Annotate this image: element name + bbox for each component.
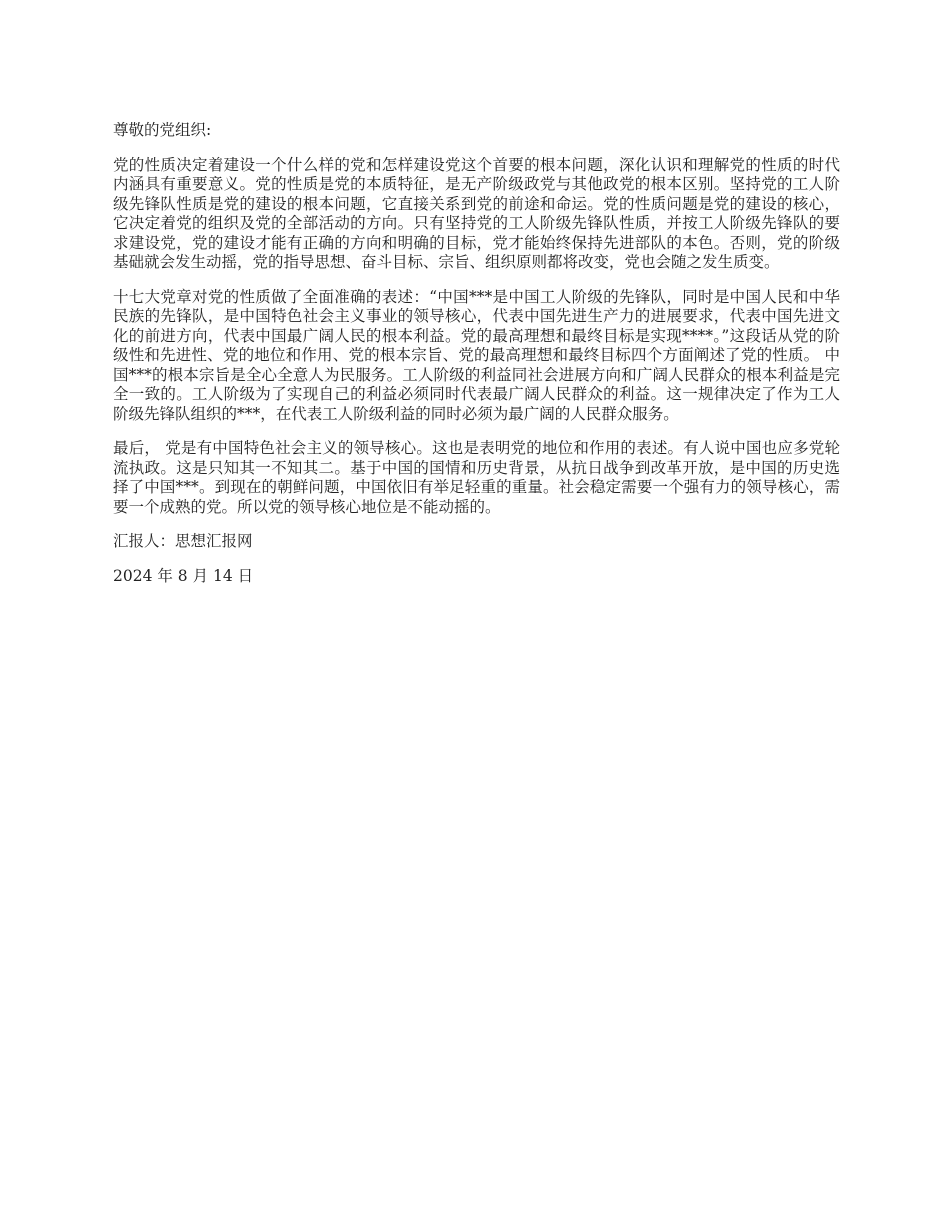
salutation: 尊敬的党组织: [113,121,212,139]
document-page [113,121,840,601]
reporter-signature: 汇报人：思想汇报网 [113,532,253,550]
body-paragraph-1: 党的性质决定着建设一个什么样的党和怎样建设党这个首要的根本问题，深化认识和理解党的性质的时代内涵具有重要意义。党的性质是党的本质特征，是无产阶级政党与其他政党的根本区别。坚持党的工人阶级先锋队性质是党的建设的根本问题，它直接关系到党的前途和命运。党的性质问题是党的建设的核心，它决定着党的组织及党的全部活动的方向。只有坚持党的工人阶级先锋队性质，并按工人阶级先锋队的要求建设党，党的建设才能有正确的方向和明确的目标，党才能始终保持先进部队的本色。否则，党的阶级基础就会发生动摇，党的指导思想、奋斗目标、宗旨、组织原则都将改变，党也会随之发生质变。 [113,155,840,271]
report-date: 2024 年 8 月 14 日 [113,566,254,585]
body-paragraph-2: 十七大党章对党的性质做了全面准确的表述：“中国***是中国工人阶级的先锋队，同时是中国人民和中华民族的先锋队，是中国特色社会主义事业的领导核心，代表中国先进生产力的进展要求，代表中国先进文化的前进方向，代表中国最广阔人民的根本利益。党的最高理想和最终目标是实现****。”这段话从党的阶级性和先进性、党的地位和作用、党的根本宗旨、党的最高理想和最终目标四个方面阐述了党的性质。 中国***的根本宗旨是全心全意人为民服务。工人阶级的利益同社会进展方向和广阔人民群众的根本利益是完全一致的。工人阶级为了实现自己的利益必须同时代表最广阔人民群众的利益。这一规律决定了作为工人阶级先锋队组织的***，在代表工人阶级利益的同时必须为最广阔的人民群众服务。 [113,287,840,423]
body-paragraph-3: 最后， 党是有中国特色社会主义的领导核心。这也是表明党的地位和作用的表述。有人说中国也应多党轮流执政。这是只知其一不知其二。基于中国的国情和历史背景，从抗日战争到改革开放，是中国的历史选择了中国***。到现在的朝鲜问题，中国依旧有举足轻重的重量。社会稳定需要一个强有力的领导核心，需要一个成熟的党。所以党的领导核心地位是不能动摇的。 [113,439,840,516]
